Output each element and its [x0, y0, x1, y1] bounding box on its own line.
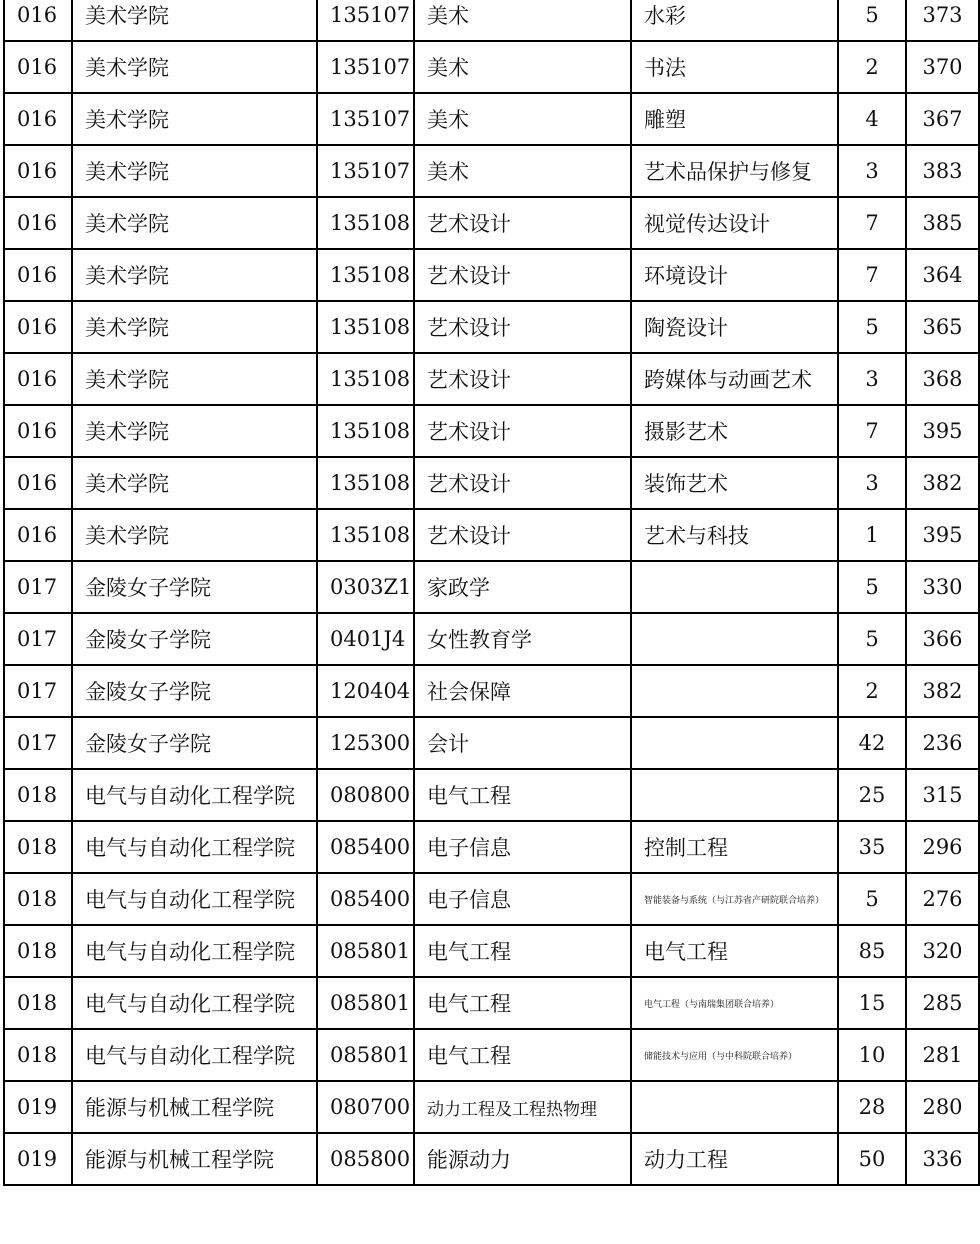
table-row: [4, 717, 979, 769]
major-name-cell: 艺术设计: [414, 249, 631, 301]
college-code-cell: 016: [4, 197, 72, 249]
quota-cell: 5: [838, 873, 906, 925]
college-name-cell: 美术学院: [72, 509, 317, 561]
major-code-cell: 135107: [317, 0, 414, 41]
major-code-cell: 135107: [317, 145, 414, 197]
major-name-cell: 电子信息: [414, 821, 631, 873]
major-code-cell: 135108: [317, 249, 414, 301]
college-code-cell: 018: [4, 873, 72, 925]
table-row: [4, 93, 979, 145]
major-code-cell: 135107: [317, 41, 414, 93]
major-name-cell: 艺术设计: [414, 353, 631, 405]
table-row: [4, 925, 979, 977]
quota-cell: 3: [838, 457, 906, 509]
score-cell: 281: [906, 1029, 979, 1081]
score-cell: 395: [906, 405, 979, 457]
college-name-cell: 金陵女子学院: [72, 665, 317, 717]
table-row: [4, 353, 979, 405]
major-name-cell: 电子信息: [414, 873, 631, 925]
direction-cell: 视觉传达设计: [631, 197, 838, 249]
table-row: [4, 613, 979, 665]
college-name-cell: 美术学院: [72, 457, 317, 509]
major-name-cell: 美术: [414, 145, 631, 197]
college-name-cell: 美术学院: [72, 301, 317, 353]
major-code-cell: 085400: [317, 873, 414, 925]
major-name-cell: 家政学: [414, 561, 631, 613]
direction-cell: [631, 613, 838, 665]
direction-cell: 装饰艺术: [631, 457, 838, 509]
college-code-cell: 018: [4, 769, 72, 821]
table-row: [4, 145, 979, 197]
college-name-cell: 金陵女子学院: [72, 717, 317, 769]
quota-cell: 50: [838, 1133, 906, 1185]
major-name-cell: 美术: [414, 41, 631, 93]
college-name-cell: 电气与自动化工程学院: [72, 977, 317, 1029]
quota-cell: 10: [838, 1029, 906, 1081]
major-code-cell: 135108: [317, 457, 414, 509]
major-name-cell: 艺术设计: [414, 197, 631, 249]
college-code-cell: 016: [4, 93, 72, 145]
college-code-cell: 018: [4, 925, 72, 977]
score-cell: 368: [906, 353, 979, 405]
score-cell: 296: [906, 821, 979, 873]
quota-cell: 5: [838, 301, 906, 353]
score-cell: 383: [906, 145, 979, 197]
major-name-cell: 艺术设计: [414, 457, 631, 509]
major-code-cell: 0303Z1: [317, 561, 414, 613]
major-name-cell: 电气工程: [414, 977, 631, 1029]
quota-cell: 28: [838, 1081, 906, 1133]
college-code-cell: 017: [4, 613, 72, 665]
college-name-cell: 电气与自动化工程学院: [72, 873, 317, 925]
score-cell: 373: [906, 0, 979, 41]
score-cell: 285: [906, 977, 979, 1029]
admission-table: [3, 0, 980, 1186]
quota-cell: 7: [838, 249, 906, 301]
major-code-cell: 135108: [317, 509, 414, 561]
major-code-cell: 0401J4: [317, 613, 414, 665]
quota-cell: 5: [838, 613, 906, 665]
college-name-cell: 金陵女子学院: [72, 561, 317, 613]
major-name-cell: 女性教育学: [414, 613, 631, 665]
college-code-cell: 016: [4, 0, 72, 41]
major-name-cell: 动力工程及工程热物理: [414, 1081, 631, 1133]
score-cell: 315: [906, 769, 979, 821]
college-code-cell: 016: [4, 41, 72, 93]
college-name-cell: 美术学院: [72, 93, 317, 145]
college-code-cell: 018: [4, 821, 72, 873]
quota-cell: 3: [838, 145, 906, 197]
college-name-cell: 电气与自动化工程学院: [72, 925, 317, 977]
direction-cell: 储能技术与应用（与中科院联合培养）: [631, 1029, 838, 1081]
table-row: [4, 0, 979, 41]
direction-cell: [631, 717, 838, 769]
quota-cell: 2: [838, 665, 906, 717]
table-row: [4, 821, 979, 873]
table-row: [4, 301, 979, 353]
major-name-cell: 艺术设计: [414, 405, 631, 457]
direction-cell: 动力工程: [631, 1133, 838, 1185]
major-code-cell: 135108: [317, 353, 414, 405]
college-name-cell: 美术学院: [72, 41, 317, 93]
major-name-cell: 社会保障: [414, 665, 631, 717]
college-name-cell: 美术学院: [72, 405, 317, 457]
direction-cell: 艺术与科技: [631, 509, 838, 561]
table-row: [4, 769, 979, 821]
direction-cell: 电气工程（与南瑞集团联合培养）: [631, 977, 838, 1029]
major-name-cell: 美术: [414, 93, 631, 145]
table-row: [4, 457, 979, 509]
table-row: [4, 665, 979, 717]
direction-cell: 控制工程: [631, 821, 838, 873]
score-cell: 330: [906, 561, 979, 613]
direction-cell: 雕塑: [631, 93, 838, 145]
college-name-cell: 金陵女子学院: [72, 613, 317, 665]
direction-cell: 艺术品保护与修复: [631, 145, 838, 197]
quota-cell: 3: [838, 353, 906, 405]
college-code-cell: 017: [4, 561, 72, 613]
score-cell: 364: [906, 249, 979, 301]
college-name-cell: 电气与自动化工程学院: [72, 769, 317, 821]
direction-cell: [631, 561, 838, 613]
college-code-cell: 016: [4, 353, 72, 405]
score-cell: 366: [906, 613, 979, 665]
table-row: [4, 249, 979, 301]
college-name-cell: 能源与机械工程学院: [72, 1081, 317, 1133]
major-code-cell: 085801: [317, 977, 414, 1029]
college-code-cell: 016: [4, 509, 72, 561]
table-row: [4, 1133, 979, 1185]
college-code-cell: 016: [4, 405, 72, 457]
direction-cell: 水彩: [631, 0, 838, 41]
table-row: [4, 561, 979, 613]
direction-cell: [631, 1081, 838, 1133]
table-row: [4, 41, 979, 93]
quota-cell: 15: [838, 977, 906, 1029]
quota-cell: 25: [838, 769, 906, 821]
quota-cell: 85: [838, 925, 906, 977]
direction-cell: [631, 665, 838, 717]
college-code-cell: 017: [4, 717, 72, 769]
college-name-cell: 能源与机械工程学院: [72, 1133, 317, 1185]
quota-cell: 1: [838, 509, 906, 561]
college-name-cell: 美术学院: [72, 249, 317, 301]
score-cell: 382: [906, 665, 979, 717]
major-code-cell: 120404: [317, 665, 414, 717]
major-code-cell: 135108: [317, 405, 414, 457]
direction-cell: 书法: [631, 41, 838, 93]
college-name-cell: 电气与自动化工程学院: [72, 821, 317, 873]
score-cell: 276: [906, 873, 979, 925]
major-code-cell: 125300: [317, 717, 414, 769]
table-row: [4, 873, 979, 925]
direction-cell: 摄影艺术: [631, 405, 838, 457]
college-code-cell: 017: [4, 665, 72, 717]
table-row: [4, 1081, 979, 1133]
major-code-cell: 135108: [317, 301, 414, 353]
direction-cell: 智能装备与系统（与江苏省产研院联合培养）: [631, 873, 838, 925]
college-code-cell: 016: [4, 145, 72, 197]
college-name-cell: 美术学院: [72, 197, 317, 249]
major-name-cell: 美术: [414, 0, 631, 41]
direction-cell: 环境设计: [631, 249, 838, 301]
score-cell: 336: [906, 1133, 979, 1185]
major-code-cell: 135108: [317, 197, 414, 249]
direction-cell: 跨媒体与动画艺术: [631, 353, 838, 405]
table-row: [4, 197, 979, 249]
college-code-cell: 016: [4, 457, 72, 509]
quota-cell: 5: [838, 561, 906, 613]
direction-cell: 陶瓷设计: [631, 301, 838, 353]
quota-cell: 5: [838, 0, 906, 41]
score-cell: 280: [906, 1081, 979, 1133]
quota-cell: 35: [838, 821, 906, 873]
major-name-cell: 电气工程: [414, 925, 631, 977]
quota-cell: 4: [838, 93, 906, 145]
major-name-cell: 艺术设计: [414, 301, 631, 353]
college-code-cell: 019: [4, 1133, 72, 1185]
table-row: [4, 977, 979, 1029]
college-code-cell: 019: [4, 1081, 72, 1133]
score-cell: 382: [906, 457, 979, 509]
score-cell: 320: [906, 925, 979, 977]
major-code-cell: 085801: [317, 1029, 414, 1081]
quota-cell: 7: [838, 405, 906, 457]
college-code-cell: 016: [4, 249, 72, 301]
table-row: [4, 509, 979, 561]
college-name-cell: 美术学院: [72, 353, 317, 405]
table-row: [4, 1029, 979, 1081]
score-cell: 236: [906, 717, 979, 769]
score-cell: 370: [906, 41, 979, 93]
quota-cell: 2: [838, 41, 906, 93]
table-body: [4, 0, 979, 1185]
major-code-cell: 080700: [317, 1081, 414, 1133]
major-name-cell: 艺术设计: [414, 509, 631, 561]
college-name-cell: 美术学院: [72, 0, 317, 41]
college-code-cell: 016: [4, 301, 72, 353]
college-code-cell: 018: [4, 1029, 72, 1081]
direction-cell: 电气工程: [631, 925, 838, 977]
major-code-cell: 085801: [317, 925, 414, 977]
table-row: [4, 405, 979, 457]
quota-cell: 42: [838, 717, 906, 769]
college-code-cell: 018: [4, 977, 72, 1029]
quota-cell: 7: [838, 197, 906, 249]
college-name-cell: 电气与自动化工程学院: [72, 1029, 317, 1081]
score-cell: 367: [906, 93, 979, 145]
major-name-cell: 能源动力: [414, 1133, 631, 1185]
major-name-cell: 电气工程: [414, 769, 631, 821]
major-name-cell: 电气工程: [414, 1029, 631, 1081]
direction-cell: [631, 769, 838, 821]
score-cell: 365: [906, 301, 979, 353]
major-code-cell: 080800: [317, 769, 414, 821]
score-cell: 385: [906, 197, 979, 249]
major-code-cell: 135107: [317, 93, 414, 145]
college-name-cell: 美术学院: [72, 145, 317, 197]
score-cell: 395: [906, 509, 979, 561]
major-code-cell: 085800: [317, 1133, 414, 1185]
major-name-cell: 会计: [414, 717, 631, 769]
major-code-cell: 085400: [317, 821, 414, 873]
